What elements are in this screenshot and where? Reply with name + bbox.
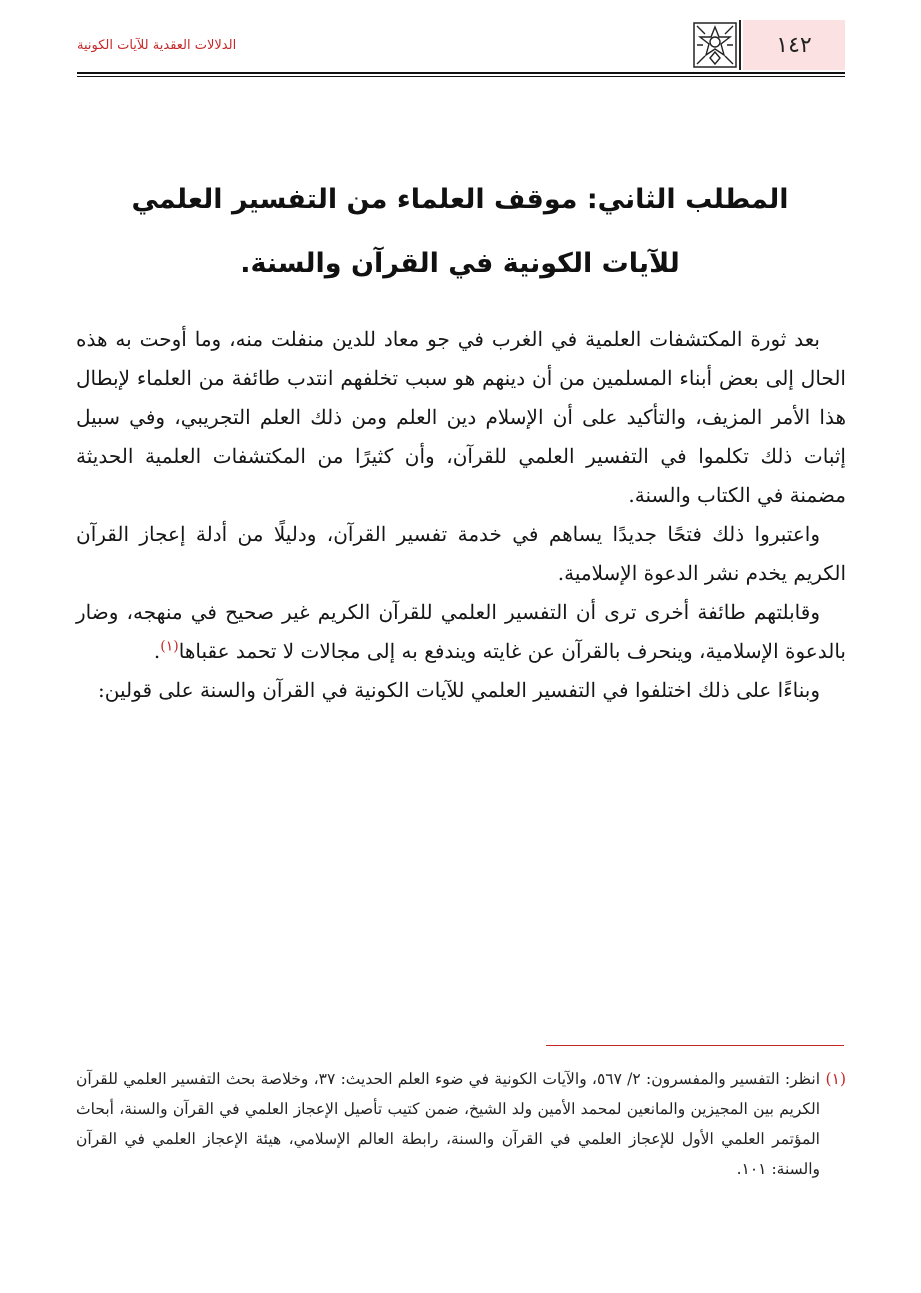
section-heading <box>70 168 850 296</box>
footnote-reference[interactable]: (١) <box>160 638 179 655</box>
footnote <box>76 1064 846 1184</box>
running-title: الدلالات العقدية للآيات الكونية <box>77 38 237 53</box>
body-text <box>76 320 846 710</box>
footnote-marker: (١) <box>825 1070 846 1088</box>
header-separator <box>739 20 741 70</box>
footnotes <box>76 1064 846 1184</box>
header-rule-thin <box>77 76 845 77</box>
geometric-star-ornament-icon <box>693 22 737 68</box>
paragraph: وبناءًا على ذلك اختلفوا في التفسير العلمي للآيات الكونية في القرآن والسنة على قولين: <box>98 678 820 702</box>
paragraph: واعتبروا ذلك فتحًا جديدًا يساهم في خدمة تفسير القرآن، ودليلًا من أدلة إعجاز القرآن الكريم يخدم نشر الدعوة الإسلامية. <box>76 522 846 585</box>
header-rule <box>77 72 845 74</box>
paragraph: بعد ثورة المكتشفات العلمية في الغرب في جو معاد للدين منفلت منه، وما أوحت به هذه الحال إلى بعض أبناء المسلمين من أن دينهم هو سبب تخلفهم انتدب طائفة من العلماء لإبطال هذا الأمر المزيف، والتأكيد على أن الإسلام دين العلم ومن ذلك العلم التجريبي، وفي سبيل إثبات ذلك تكلموا في التفسير العلمي للقرآن، وأن كثيرًا من المكتشفات العلمية الحديثة مضمنة في الكتاب والسنة. <box>76 327 846 507</box>
paragraph: وقابلتهم طائفة أخرى ترى أن التفسير العلمي للقرآن الكريم غير صحيح في منهجه، وضار بالدعوة الإسلامية، وينحرف بالقرآن عن غايته ويندفع به إلى مجالات لا تحمد عقباها$^{(١)}$. <box>76 600 846 663</box>
page-number: ١٤٢ <box>776 32 812 58</box>
page-header <box>77 20 845 72</box>
section-heading-line-2: للآيات الكونية في القرآن والسنة. <box>240 248 680 279</box>
page-number-box <box>743 20 845 70</box>
section-heading-line-1: المطلب الثاني: موقف العلماء من التفسير العلمي <box>131 184 789 215</box>
footnote-text: انظر: التفسير والمفسرون: ٢/ ٥٦٧، والآيات الكونية في ضوء العلم الحديث: ٣٧، وخلاصة بحث التفسير العلمي للقرآن الكريم بين المجيزين والمانعين لمحمد الأمين ولد الشيخ، ضمن كتيب تأصيل الإعجاز العلمي في القرآن والسنة، أبحاث المؤتمر العلمي الأول للإعجاز العلمي في القرآن والسنة، رابطة العالم الإسلامي، هيئة الإعجاز العلمي في القرآن والسنة: ١٠١. <box>76 1070 820 1178</box>
footnote-separator <box>546 1045 844 1046</box>
